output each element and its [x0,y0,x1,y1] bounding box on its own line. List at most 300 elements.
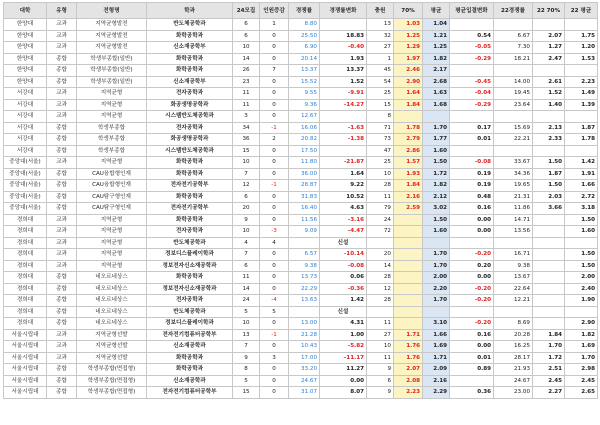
cell-avg22: 2.90 [565,318,598,330]
cell-ratio-change: 1.52 [320,76,367,88]
cell-quota-change: 0 [260,76,289,88]
cell-track: 네오르네상스 [77,318,147,330]
cell-type: 종합 [47,318,77,330]
cell-ratio22 [494,111,533,123]
cell-avg-change: -0.20 [450,283,494,295]
cell-ratio: 9.09 [289,226,320,238]
cell-ratio: 20.14 [289,53,320,65]
cell-pct70 [394,318,423,330]
cell-univ: 중앙대(서울) [4,203,47,215]
cell-quota-change: 0 [260,283,289,295]
cell-pct70-22 [533,272,565,284]
column-header: 24모집 [233,3,260,19]
cell-fill: 54 [367,76,394,88]
cell-dept: 전자공학과 [147,226,233,238]
table-row [4,387,598,399]
column-header: 22 평균 [565,3,598,19]
cell-dept: 전자전기컴퓨터공학부 [147,387,233,399]
cell-quota-change: 0 [260,53,289,65]
cell-quota-change: 0 [260,30,289,42]
cell-quota-change: 0 [260,375,289,387]
cell-univ: 경희대 [4,214,47,226]
cell-avg-change: 0.16 [450,203,494,215]
cell-dept: 화학공학과 [147,168,233,180]
cell-type: 종합 [47,180,77,192]
cell-avg: 1.21 [423,30,450,42]
cell-univ: 한양대 [4,42,47,54]
cell-track: 네오르네상스 [77,295,147,307]
cell-avg22: 1.75 [565,30,598,42]
cell-ratio: 11.80 [289,157,320,169]
cell-univ: 서강대 [4,145,47,157]
cell-dept: 전자전기컴퓨터공학부 [147,329,233,341]
cell-fill: 12 [367,283,394,295]
header-row [4,3,598,19]
cell-track: 지역균형 [77,237,147,249]
cell-ratio22 [494,19,533,31]
cell-quota: 6 [233,191,260,203]
cell-ratio-change: 18.83 [320,30,367,42]
cell-type: 교과 [47,111,77,123]
cell-univ: 한양대 [4,30,47,42]
cell-avg22: 1.50 [565,260,598,272]
cell-univ: 경희대 [4,318,47,330]
cell-track: 학생부종합 [77,134,147,146]
table-row [4,341,598,353]
cell-avg22: 1.78 [565,134,598,146]
cell-avg: 1.50 [423,157,450,169]
cell-ratio22 [494,145,533,157]
cell-quota: 11 [233,272,260,284]
cell-pct70-22 [533,237,565,249]
table-row [4,260,598,272]
cell-type: 교과 [47,30,77,42]
cell-quota: 14 [233,53,260,65]
cell-univ: 서울시립대 [4,375,47,387]
cell-ratio-change: 1.64 [320,168,367,180]
cell-ratio22: 18.21 [494,53,533,65]
table-row [4,111,598,123]
cell-fill: 72 [367,226,394,238]
cell-avg: 1.70 [423,260,450,272]
cell-dept: 반도체공학과 [147,306,233,318]
cell-pct70: 1.57 [394,157,423,169]
cell-ratio22: 34.36 [494,168,533,180]
cell-pct70-22: 1.84 [533,329,565,341]
cell-ratio-change: 1.93 [320,53,367,65]
cell-univ: 경희대 [4,272,47,284]
cell-type: 종합 [47,53,77,65]
cell-quota: 10 [233,42,260,54]
cell-avg: 1.60 [423,145,450,157]
cell-quota: 10 [233,318,260,330]
table-row [4,30,598,42]
cell-pct70 [394,283,423,295]
cell-track: 학생부종합 [77,145,147,157]
cell-ratio22: 23.64 [494,99,533,111]
cell-type: 종합 [47,283,77,295]
table-row [4,99,598,111]
cell-fill [367,306,394,318]
cell-dept: 전자전기공학부 [147,180,233,192]
cell-ratio-change: -10.14 [320,249,367,261]
column-header: 전형명 [77,3,147,19]
cell-type: 종합 [47,375,77,387]
cell-ratio: 36.00 [289,168,320,180]
cell-pct70 [394,111,423,123]
cell-pct70: 2.86 [394,145,423,157]
cell-avg-change: 0.00 [450,214,494,226]
cell-track: 지역균형선발 [77,329,147,341]
cell-fill: 32 [367,30,394,42]
cell-ratio22: 21.31 [494,191,533,203]
cell-dept: 전자전기공학부 [147,203,233,215]
cell-pct70: 1.84 [394,180,423,192]
cell-dept: 시스템반도체공학과 [147,111,233,123]
cell-univ: 중앙대(서울) [4,180,47,192]
cell-avg22: 1.70 [565,352,598,364]
cell-ratio22: 33.67 [494,157,533,169]
cell-avg-change: 0.17 [450,122,494,134]
cell-avg22: 1.90 [565,295,598,307]
cell-quota-change: 0 [260,364,289,376]
cell-track: 학생부종합(일반) [77,65,147,77]
cell-fill: 28 [367,295,394,307]
cell-quota: 15 [233,145,260,157]
cell-quota: 23 [233,76,260,88]
cell-pct70-22 [533,249,565,261]
cell-ratio-change: -21.87 [320,157,367,169]
cell-dept: 신소재공학과 [147,375,233,387]
cell-quota: 10 [233,157,260,169]
cell-quota-change: 0 [260,260,289,272]
cell-type: 종합 [47,65,77,77]
cell-ratio: 31.07 [289,387,320,399]
cell-type: 종합 [47,203,77,215]
cell-track: 학생부종합(일반) [77,53,147,65]
column-header: 경쟁률변화 [320,3,367,19]
cell-ratio-change: -5.82 [320,341,367,353]
cell-avg-change [450,65,494,77]
cell-ratio22: 28.17 [494,352,533,364]
cell-pct70 [394,237,423,249]
cell-track: 지역균형 [77,249,147,261]
column-header: 경쟁률 [289,3,320,19]
cell-avg: 1.70 [423,249,450,261]
cell-avg22: 2.72 [565,191,598,203]
cell-avg22: 1.69 [565,341,598,353]
table-row [4,191,598,203]
cell-ratio: 6.90 [289,42,320,54]
cell-dept: 신소재공학부 [147,76,233,88]
cell-avg-change [450,306,494,318]
cell-avg: 2.20 [423,283,450,295]
cell-pct70-22: 2.45 [533,375,565,387]
cell-avg-change: 0.89 [450,364,494,376]
column-header: 대학 [4,3,47,19]
table-row [4,306,598,318]
cell-avg-change: 0.54 [450,30,494,42]
cell-avg: 1.66 [423,329,450,341]
cell-quota-change: 0 [260,191,289,203]
cell-track: 지역균형 [77,88,147,100]
cell-track: CAU융합형인재 [77,168,147,180]
cell-pct70: 2.59 [394,203,423,215]
cell-ratio-change: -0.36 [320,283,367,295]
cell-avg22: 1.42 [565,157,598,169]
cell-avg-change: 0.19 [450,180,494,192]
table-row [4,145,598,157]
cell-ratio22: 20.28 [494,329,533,341]
cell-avg-change [450,145,494,157]
cell-ratio-change: 8.07 [320,387,367,399]
cell-ratio22: 14.71 [494,214,533,226]
cell-pct70-22 [533,318,565,330]
cell-ratio: 17.00 [289,352,320,364]
cell-quota-change: 7 [260,65,289,77]
cell-fill: 28 [367,272,394,284]
cell-track: 지역균형선발 [77,341,147,353]
cell-avg22: 1.91 [565,168,598,180]
cell-ratio22: 19.65 [494,180,533,192]
cell-type: 종합 [47,272,77,284]
cell-dept: 화학공학과 [147,30,233,42]
table-row [4,364,598,376]
cell-track: 학생부종합(면접형) [77,364,147,376]
cell-ratio: 9.36 [289,99,320,111]
cell-type: 종합 [47,168,77,180]
cell-avg-change: 0.01 [450,134,494,146]
cell-fill: 28 [367,180,394,192]
cell-pct70: 1.78 [394,122,423,134]
cell-quota: 3 [233,111,260,123]
cell-ratio-change: -1.38 [320,134,367,146]
cell-quota: 9 [233,352,260,364]
cell-univ: 경희대 [4,226,47,238]
cell-pct70 [394,295,423,307]
cell-track: 네오르네상스 [77,306,147,318]
cell-type: 종합 [47,387,77,399]
cell-track: 지역균형 [77,260,147,272]
cell-quota-change: 0 [260,111,289,123]
cell-quota-change: 0 [260,272,289,284]
cell-pct70-22 [533,111,565,123]
cell-ratio-change: 신설 [320,306,367,318]
cell-fill: 14 [367,260,394,272]
cell-quota: 5 [233,375,260,387]
cell-avg [423,306,450,318]
cell-avg22: 1.39 [565,99,598,111]
cell-pct70-22 [533,65,565,77]
cell-pct70 [394,272,423,284]
cell-type: 교과 [47,88,77,100]
cell-ratio22: 16.71 [494,249,533,261]
cell-quota-change: 0 [260,387,289,399]
cell-pct70 [394,214,423,226]
cell-type: 교과 [47,341,77,353]
column-header: 22 70% [533,3,565,19]
cell-dept: 화학공학과 [147,272,233,284]
table-row [4,180,598,192]
cell-track: 학생부종합(면접형) [77,375,147,387]
cell-quota-change: -1 [260,329,289,341]
cell-fill: 27 [367,329,394,341]
cell-quota-change: -3 [260,226,289,238]
cell-ratio: 28.87 [289,180,320,192]
cell-quota: 6 [233,260,260,272]
table-row [4,88,598,100]
table-row [4,168,598,180]
column-header: 유형 [47,3,77,19]
cell-type: 종합 [47,122,77,134]
cell-dept: 정보디스플레이학과 [147,318,233,330]
cell-ratio22: 22.21 [494,134,533,146]
cell-univ: 서울시립대 [4,352,47,364]
cell-ratio22: 15.69 [494,122,533,134]
cell-avg-change: -0.20 [450,318,494,330]
cell-quota: 15 [233,387,260,399]
cell-pct70 [394,226,423,238]
cell-ratio-change [320,111,367,123]
cell-pct70-22: 2.47 [533,53,565,65]
table-row [4,249,598,261]
cell-ratio: 17.50 [289,145,320,157]
cell-pct70: 1.25 [394,30,423,42]
cell-quota: 12 [233,180,260,192]
cell-fill: 6 [367,375,394,387]
cell-avg: 1.50 [423,214,450,226]
cell-ratio: 11.56 [289,214,320,226]
cell-ratio: 21.28 [289,329,320,341]
cell-quota: 10 [233,226,260,238]
cell-ratio22 [494,65,533,77]
cell-avg: 1.82 [423,180,450,192]
table-row [4,375,598,387]
cell-avg-change: 0.48 [450,191,494,203]
cell-avg22: 1.49 [565,88,598,100]
cell-ratio: 33.20 [289,364,320,376]
cell-quota: 9 [233,214,260,226]
cell-dept: 정보전자신소재공학과 [147,260,233,272]
cell-avg22 [565,145,598,157]
cell-ratio: 13.63 [289,295,320,307]
cell-pct70-22: 1.50 [533,157,565,169]
cell-pct70-22 [533,283,565,295]
cell-pct70: 2.90 [394,76,423,88]
table-row [4,283,598,295]
cell-fill: 47 [367,145,394,157]
cell-avg [423,237,450,249]
cell-avg22: 3.18 [565,203,598,215]
cell-quota: 7 [233,341,260,353]
cell-avg: 1.82 [423,53,450,65]
cell-pct70-22: 1.52 [533,88,565,100]
cell-track: CAU융합형인재 [77,180,147,192]
cell-fill: 11 [367,352,394,364]
cell-quota-change: 3 [260,352,289,364]
cell-univ: 중앙대(서울) [4,157,47,169]
cell-quota-change: 0 [260,214,289,226]
cell-ratio: 9.38 [289,260,320,272]
cell-fill: 11 [367,191,394,203]
cell-quota: 7 [233,168,260,180]
cell-dept: 화공생명공학과 [147,99,233,111]
cell-pct70-22: 2.33 [533,134,565,146]
cell-avg: 2.68 [423,76,450,88]
cell-quota: 34 [233,122,260,134]
cell-dept: 시스템반도체공학과 [147,145,233,157]
cell-avg22: 1.60 [565,226,598,238]
cell-ratio22: 12.21 [494,295,533,307]
cell-quota-change: 0 [260,341,289,353]
cell-avg22 [565,19,598,31]
cell-quota-change: 0 [260,249,289,261]
cell-avg-change: -0.20 [450,249,494,261]
table-row [4,53,598,65]
cell-pct70-22: 1.72 [533,352,565,364]
cell-track: 지역균형 [77,99,147,111]
cell-quota-change: 0 [260,318,289,330]
cell-quota-change: -1 [260,180,289,192]
cell-avg22 [565,111,598,123]
cell-quota: 11 [233,88,260,100]
cell-avg: 1.71 [423,352,450,364]
cell-pct70-22 [533,19,565,31]
cell-avg-change: 0.20 [450,260,494,272]
cell-track: 네오르네상스 [77,272,147,284]
cell-ratio: 13.73 [289,272,320,284]
cell-avg-change [450,237,494,249]
cell-avg-change: -0.45 [450,76,494,88]
cell-fill: 45 [367,65,394,77]
cell-quota-change: -1 [260,122,289,134]
cell-ratio-change: 0.06 [320,272,367,284]
cell-ratio: 13.37 [289,65,320,77]
cell-ratio22: 8.69 [494,318,533,330]
cell-pct70-22 [533,214,565,226]
table-row [4,134,598,146]
cell-avg-change: -0.04 [450,88,494,100]
cell-quota-change: 0 [260,203,289,215]
cell-fill: 15 [367,99,394,111]
cell-dept: 반도체공학과 [147,237,233,249]
cell-univ: 서강대 [4,88,47,100]
cell-type: 교과 [47,19,77,31]
cell-avg-change: 0.16 [450,329,494,341]
cell-type: 종합 [47,134,77,146]
cell-univ: 한양대 [4,19,47,31]
cell-avg [423,111,450,123]
cell-type: 교과 [47,99,77,111]
cell-pct70-22: 1.40 [533,99,565,111]
cell-type: 교과 [47,249,77,261]
cell-ratio-change: -0.40 [320,42,367,54]
cell-track: 네오르네상스 [77,283,147,295]
cell-fill: 20 [367,249,394,261]
cell-dept: 전자공학과 [147,122,233,134]
cell-pct70 [394,306,423,318]
cell-ratio22: 23.00 [494,387,533,399]
cell-pct70-22: 2.27 [533,387,565,399]
cell-dept: 화학공학과 [147,364,233,376]
table-row [4,352,598,364]
cell-quota: 4 [233,237,260,249]
cell-univ: 한양대 [4,53,47,65]
cell-ratio22: 24.67 [494,375,533,387]
cell-dept: 화학공학과 [147,53,233,65]
cell-ratio22: 16.25 [494,341,533,353]
cell-fill: 27 [367,42,394,54]
